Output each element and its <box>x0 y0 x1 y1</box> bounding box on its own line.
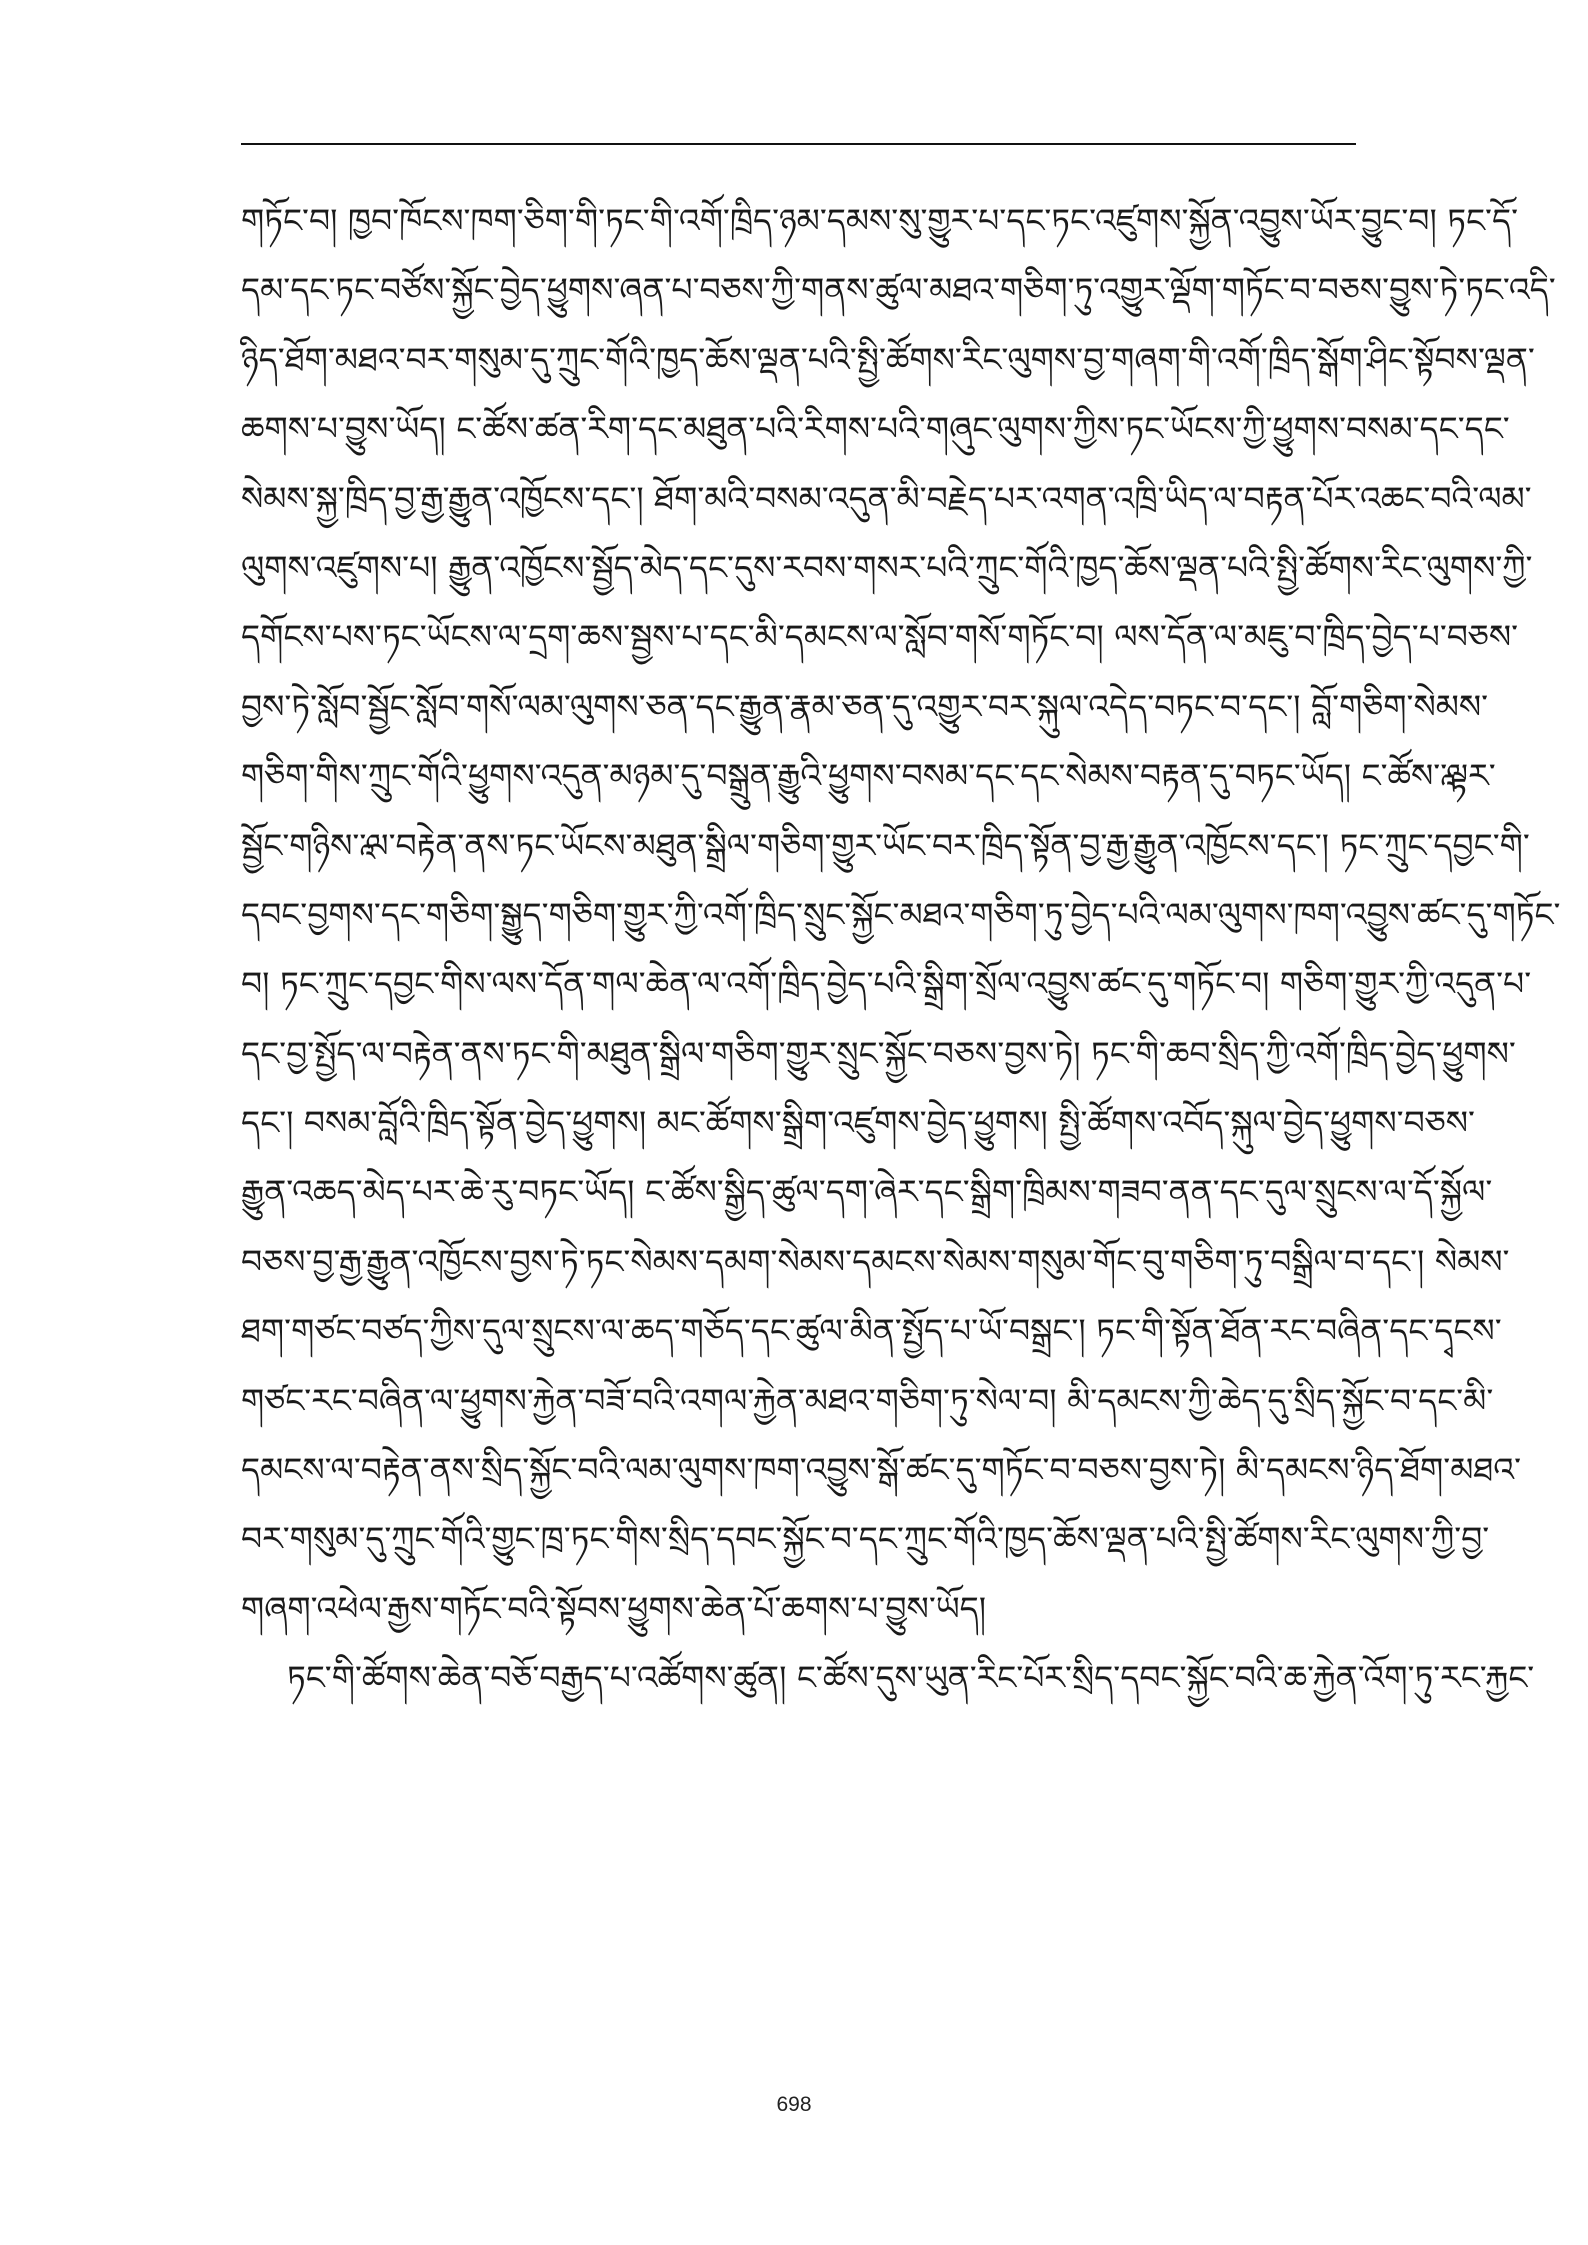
text-line: སྦྱོང་གཉིས་ཱ་ལ་བརྟེན་ནས་ཏང་ཡོངས་མཐུན་སྒྲིལ་གཅིག་གྱུར་ཡོང་བར་ཁྲིད་སྟོན་བྱ་རྒྱ་རྒྱུན་འཁྱོངས་དང་། ཏང་ཀྲུང་དབྱང་གི་ <box>241 825 1530 865</box>
paragraph-start-line: ཏང་གི་ཚོགས་ཆེན་བཅོ་བརྒྱད་པ་འཚོགས་ཚུན། ང་ཚོས་དུས་ཡུན་རིང་པོར་སྲིད་དབང་སྐྱོང་བའི་ཆ་རྐྱེན་འོག་ཏུ་རང་རྐྱང་ <box>287 1658 1535 1698</box>
text-line: ལུགས་འཛུགས་པ། རྒྱུན་འཁྱོངས་སྦྱོད་མེད་དང་དུས་རབས་གསར་པའི་ཀྲུང་གོའི་ཁྱད་ཆོས་ལྡན་པའི་སྤྱི་ཚོགས་རིང་ལུགས་ཀྱི་ <box>241 547 1533 587</box>
text-line: རྒྱུན་འཆད་མེད་པར་ཆེ་རུ་བཏང་ཡོད། ང་ཚོས་སྒྱིད་ཚུལ་དག་ཞེར་དང་སྒྲིག་ཁྲིམས་གཟབ་ནན་དང་དུལ་སྲུངས་ལ་དོ་སྐྱོལ་ <box>241 1172 1493 1212</box>
text-line: བ། ཏང་ཀྲུང་དབྱང་གིས་ལས་དོན་གལ་ཆེན་ལ་འགོ་ཁྲིད་བྱེད་པའི་སྒྲིག་སྲོལ་འབྱུས་ཚང་དུ་གཏོང་བ། གཅིག་གྱུར་ཀྱི་འདུན་པ་ <box>241 964 1532 1004</box>
text-line: དམངས་ལ་བརྟེན་ནས་སྲིད་སྐྱོང་བའི་ལམ་ལུགས་ཁག་འབྱུས་སྒོ་ཚང་དུ་གཏོང་བ་བཅས་བྱས་ཏེ། མི་དམངས་ཉིད་ཐོག་མཐའ་ <box>241 1450 1522 1490</box>
text-line: བཅས་བྱ་རྒྱ་རྒྱུན་འཁྱོངས་བྱས་ཏེ་ཏང་སེམས་དམག་སེམས་དམངས་སེམས་གསུམ་གོང་བུ་གཅིག་ཏུ་བསྒྲིལ་བ་དང་། སེམས་ <box>241 1241 1510 1281</box>
text-line: ཐག་གཙང་བཙད་ཀྱིས་དུལ་སྲུངས་ལ་ཆད་གཅོད་དང་ཚུལ་མིན་སྤྱོད་པ་ཡོ་བསྒྲང་། ཏང་གི་སྟོན་ཐོན་རང་བཞིན་དང་དྭངས་ <box>241 1311 1502 1351</box>
text-line: དང་བྱ་སྤྱོད་ལ་བརྟེན་ནས་ཏང་གི་མཐུན་སྒྲིལ་གཅིག་གྱུར་སྲུང་སྐྱོང་བཅས་བྱས་ཏེ། ཏང་གི་ཆབ་སྲིད་ཀྱི་འགོ་ཁྲིད་བྱེད་ཕྱུགས་ <box>241 1033 1516 1073</box>
page-number: 698 <box>776 2093 812 2116</box>
text-line: གཅིག་གིས་ཀྲུང་གོའི་ཕྱུགས་འདུན་མཉམ་དུ་བསྒྲུན་རྒྱུའི་ཕྱུགས་བསམ་དང་དང་སེམས་བརྟན་དུ་བཏང་ཡོད། ང་ཚོས་ཱ་ལྟར་ <box>241 756 1496 796</box>
paragraph-end-line: གཞག་འཕེལ་རྒྱས་གཏོང་བའི་སྟོབས་ཕྱུགས་ཆེན་པོ་ཆགས་པ་བྱུས་ཡོད། <box>241 1588 987 1628</box>
body-text <box>241 186 1561 1713</box>
text-line: སེམས་སྐྱ་ཁྲིད་བྱ་རྒྱ་རྒྱུན་འཁྱོངས་དང་། ཐོག་མའི་བསམ་འདུན་མི་བརྗེད་པར་འགན་འཁྲི་ཡིད་ལ་བརྟན་པོར་འཆང་བའི་ལམ་ <box>241 478 1532 518</box>
text-line: གཙང་རང་བཞིན་ལ་ཕྱུགས་རྐྱེན་བཟོ་བའི་འགལ་རྐྱེན་མཐའ་གཅིག་ཏུ་སེལ་བ། མི་དམངས་ཀྱི་ཆེད་དུ་སྲིད་སྐྱོང་བ་དང་མི་ <box>241 1380 1494 1420</box>
text-line: དམ་དང་ཏང་བཙོས་སྐྱོང་བྱེད་ཕྱུགས་ཞན་པ་བཅས་ཀྱི་གནས་ཚུལ་མཐའ་གཅིག་ཏུ་འགྱུར་ལྡོག་གཏོང་བ་བཅས་བྱུས་ཏེ་ཏང་འདི་ <box>241 270 1556 310</box>
text-line: དང་། བསམ་བློའི་ཁྲིད་སྟོན་བྱེད་ཕྱུགས། མང་ཚོགས་སྒྲིག་འཛུགས་བྱེད་ཕྱུགས། སྤྱི་ཚོགས་འབོད་སྐུལ་བྱེད་ཕྱུགས་བཅས་ <box>241 1103 1475 1143</box>
text-line: ཉིད་ཐོག་མཐའ་བར་གསུམ་དུ་ཀྲུང་གོའི་ཁྱད་ཆོས་ལྡན་པའི་སྤྱི་ཚོགས་རིང་ལུགས་བྱ་གཞག་གི་འགོ་ཁྲིད་སྒོག་ཤིང་སྟོབས་ལྡན་ <box>241 339 1535 379</box>
text-line: ཆགས་པ་བྱུས་ཡོད། ང་ཚོས་ཚན་རིག་དང་མཐུན་པའི་རིགས་པའི་གཞུང་ལུགས་ཀྱིས་ཏང་ཡོངས་ཀྱི་ཕྱུགས་བསམ་དང་དང་ <box>241 409 1510 449</box>
text-line: གཏོང་བ། ཁྱབ་ཁོངས་ཁག་ཅིག་གི་ཏང་གི་འགོ་ཁྲིད་ཉམ་དམས་སུ་གྱུར་པ་དང་ཏང་འཛུགས་སྐྱོན་འབྱུས་ཡོར་བྱུང་བ། ཏང་དོ་ <box>241 201 1519 240</box>
text-line: དབང་བྱགས་དང་གཅིག་སྒྱུད་གཅིག་གྱུར་ཀྱི་འགོ་ཁྲིད་སྲུང་སྐྱོང་མཐའ་གཅིག་ཏུ་བྱེད་པའི་ལམ་ལུགས་ཁག་འབྱུས་ཚང་དུ་གཏོང་ <box>241 894 1561 934</box>
text-line: བར་གསུམ་དུ་ཀྲུང་གོའི་གྱུང་ཁྲ་ཏང་གིས་སྲིད་དབང་སྐྱོང་བ་དང་ཀྲུང་གོའི་ཁྱད་ཆོས་ལྡན་པའི་སྤྱི་ཚོགས་རིང་ལུགས་ཀྱི་བྱ་ <box>241 1519 1490 1559</box>
text-line: བྱས་ཏེ་སློབ་སྦྱོང་སློབ་གསོ་ལམ་ལུགས་ཅན་དང་རྒྱུན་རྣམ་ཅན་དུ་འགྱུར་བར་སྐུལ་འདེད་བཏང་བ་དང་། བློ་གཅིག་སེམས་ <box>241 686 1489 726</box>
text-line: དགོངས་པས་ཏང་ཡོངས་ལ་དྲག་ཆས་སྦྱས་པ་དང་མི་དམངས་ལ་སློབ་གསོ་གཏོང་བ། ལས་དོན་ལ་མཇུ་བ་ཁྲིད་བྱེད་པ་བཅས་ <box>241 617 1519 657</box>
header-rule <box>241 143 1356 145</box>
